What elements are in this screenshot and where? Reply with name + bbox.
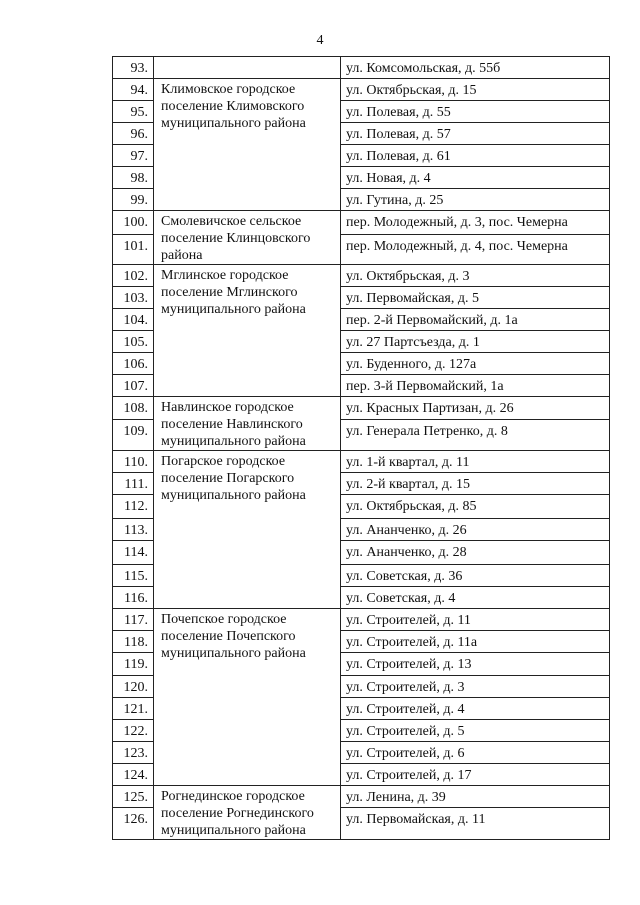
address-cell: ул. Советская, д. 4	[341, 587, 610, 609]
row-number-cell: 116.	[113, 587, 154, 609]
table-row	[113, 609, 610, 631]
municipality-cell: Погарское городское поселение Погарского муниципального района	[154, 451, 341, 609]
row-number-cell: 110.	[113, 451, 154, 473]
address-cell: пер. 3-й Первомайский, 1а	[341, 375, 610, 397]
row-number-cell: 109.	[113, 420, 154, 451]
address-cell: ул. Строителей, д. 3	[341, 676, 610, 698]
row-number-cell: 106.	[113, 353, 154, 375]
row-number-cell: 102.	[113, 265, 154, 287]
address-cell: ул. Строителей, д. 6	[341, 742, 610, 764]
row-number-cell: 121.	[113, 698, 154, 720]
address-cell: ул. Генерала Петренко, д. 8	[341, 420, 610, 451]
row-number-cell: 112.	[113, 495, 154, 519]
municipality-cell: Мглинское городское поселение Мглинского муниципального района	[154, 265, 341, 397]
address-cell: ул. Новая, д. 4	[341, 167, 610, 189]
address-cell: ул. Первомайская, д. 5	[341, 287, 610, 309]
row-number-cell: 118.	[113, 631, 154, 653]
address-cell: ул. Красных Партизан, д. 26	[341, 397, 610, 420]
row-number-cell: 98.	[113, 167, 154, 189]
table-row	[113, 79, 610, 101]
address-cell: ул. Строителей, д. 11	[341, 609, 610, 631]
address-cell: ул. Полевая, д. 57	[341, 123, 610, 145]
row-number-cell: 103.	[113, 287, 154, 309]
row-number-cell: 117.	[113, 609, 154, 631]
row-number-cell: 97.	[113, 145, 154, 167]
address-cell: ул. Строителей, д. 13	[341, 653, 610, 676]
address-cell: ул. Гутина, д. 25	[341, 189, 610, 211]
row-number-cell: 93.	[113, 57, 154, 79]
address-cell: ул. 2-й квартал, д. 15	[341, 473, 610, 495]
address-table	[112, 56, 609, 840]
address-cell: ул. Ананченко, д. 28	[341, 541, 610, 565]
page-number: 4	[316, 33, 324, 48]
row-number-cell: 120.	[113, 676, 154, 698]
row-number-cell: 124.	[113, 764, 154, 786]
row-number-cell: 101.	[113, 234, 154, 264]
address-cell: ул. Ананченко, д. 26	[341, 519, 610, 541]
row-number-cell: 108.	[113, 397, 154, 420]
table-row	[113, 451, 610, 473]
table-row	[113, 397, 610, 420]
row-number-cell: 105.	[113, 331, 154, 353]
row-number-cell: 104.	[113, 309, 154, 331]
municipality-cell	[154, 57, 341, 79]
municipality-cell: Рогнединское городское поселение Рогнединского муниципального района	[154, 786, 341, 840]
row-number-cell: 94.	[113, 79, 154, 101]
row-number-cell: 114.	[113, 541, 154, 565]
municipality-cell: Почепское городское поселение Почепского муниципального района	[154, 609, 341, 786]
address-cell: ул. Полевая, д. 61	[341, 145, 610, 167]
row-number-cell: 113.	[113, 519, 154, 541]
address-cell: ул. 27 Партсъезда, д. 1	[341, 331, 610, 353]
address-cell: ул. Буденного, д. 127а	[341, 353, 610, 375]
row-number-cell: 99.	[113, 189, 154, 211]
table-row	[113, 211, 610, 235]
address-cell: пер. Молодежный, д. 3, пос. Чемерна	[341, 211, 610, 235]
row-number-cell: 123.	[113, 742, 154, 764]
address-cell: ул. 1-й квартал, д. 11	[341, 451, 610, 473]
address-cell: ул. Октябрьская, д. 15	[341, 79, 610, 101]
address-cell: ул. Советская, д. 36	[341, 565, 610, 587]
row-number-cell: 100.	[113, 211, 154, 235]
row-number-cell: 95.	[113, 101, 154, 123]
address-cell: ул. Комсомольская, д. 55б	[341, 57, 610, 79]
table-row	[113, 57, 610, 79]
address-cell: пер. Молодежный, д. 4, пос. Чемерна	[341, 234, 610, 264]
row-number-cell: 126.	[113, 808, 154, 840]
address-table-body	[113, 57, 610, 840]
address-cell: ул. Строителей, д. 11а	[341, 631, 610, 653]
municipality-cell: Навлинское городское поселение Навлинского муниципального района	[154, 397, 341, 451]
address-cell: ул. Первомайская, д. 11	[341, 808, 610, 840]
municipality-cell: Смолевичское сельское поселение Клинцовского района	[154, 211, 341, 265]
table-row	[113, 265, 610, 287]
address-cell: пер. 2-й Первомайский, д. 1а	[341, 309, 610, 331]
row-number-cell: 119.	[113, 653, 154, 676]
table-row	[113, 786, 610, 808]
row-number-cell: 115.	[113, 565, 154, 587]
row-number-cell: 125.	[113, 786, 154, 808]
address-cell: ул. Строителей, д. 17	[341, 764, 610, 786]
address-cell: ул. Ленина, д. 39	[341, 786, 610, 808]
address-cell: ул. Октябрьская, д. 3	[341, 265, 610, 287]
address-cell: ул. Строителей, д. 4	[341, 698, 610, 720]
row-number-cell: 122.	[113, 720, 154, 742]
row-number-cell: 96.	[113, 123, 154, 145]
address-cell: ул. Октябрьская, д. 85	[341, 495, 610, 519]
address-cell: ул. Полевая, д. 55	[341, 101, 610, 123]
address-cell: ул. Строителей, д. 5	[341, 720, 610, 742]
row-number-cell: 107.	[113, 375, 154, 397]
municipality-cell: Климовское городское поселение Климовского муниципального района	[154, 79, 341, 211]
row-number-cell: 111.	[113, 473, 154, 495]
